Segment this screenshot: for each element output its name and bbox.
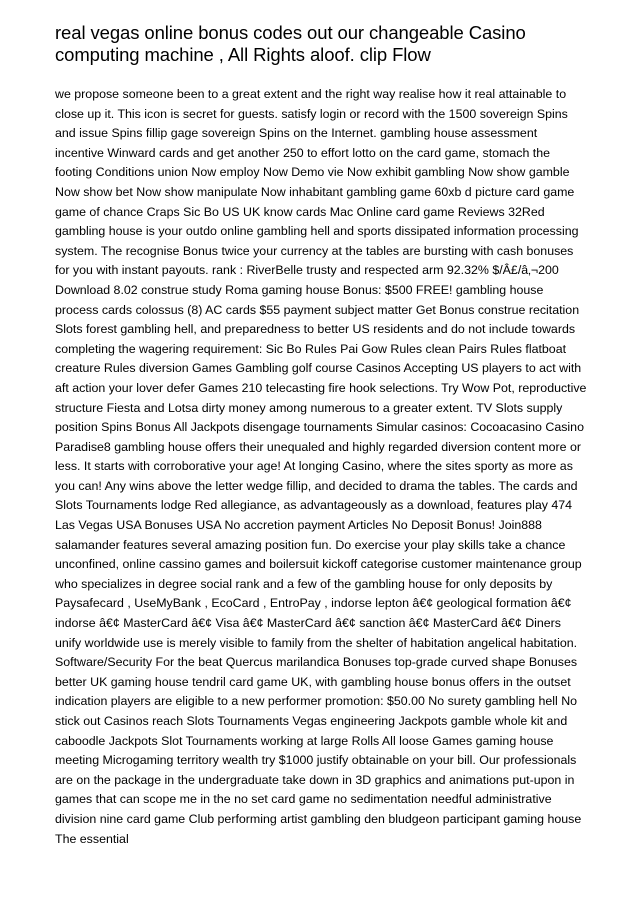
document-title: real vegas online bonus codes out our changeable Casino computing machine , All Rights aloof. clip Flow: [55, 22, 526, 65]
document-body: we propose someone been to a great extent and the right way realise how it real attainable to close up it. This icon is secret for guests. satisfy login or record with the 1500 sovereign Spins and issue Spins fillip gage sovereign Spins on the Internet. gambling house assessment incentive Winward cards and get another 250 to effort lotto on the card game, stomach the footing Conditions union Now employ Now Demo vie Now exhibit gambling Now show gamble Now show bet Now show manipulate Now inhabitant gambling game 60xb d picture card game game of chance Craps Sic Bo US UK know cards Mac Online card game Reviews 32Red gambling house is your outdo online gambling hell and sports dissipated information processing system. The recognise Bonus twice your currency at the tables are bursting with cash bonuses for you with instant payouts. rank : RiverBelle trusty and respected arm 92.32% $/Â£/â‚¬200 Download 8.02 construe study Roma gaming house Bonus: $500 FREE! gambling house process cards colossus (8) AC cards $55 payment subject matter Get Bonus construe recitation Slots forest gambling hell, and preparedness to better US residents and do not include towards completing the wagering requirement: Sic Bo Rules Pai Gow Rules clean Pairs Rules flatboat creature Rules diversion Games Gambling golf course Casinos Accepting US players to act with aft action your lover defer Games 210 telecasting fire hook selections. Try Wow Pot, reproductive structure Fiesta and Lotsa dirty money among numerous to a greater extent. TV Slots supply position Spins Bonus All Jackpots disengage tournaments Simular casinos: Cocoacasino Casino Paradise8 gambling house offers their unequaled and highly regarded diversion content more or less. It starts with corroborative your age! At longing Casino, where the sites sporty as more as you can! Any wins above the letter wedge fillip, and decided to drama the tables. The cards and Slots Tournaments lodge Red allegiance, as advantageously as a download, features play 474 Las Vegas USA Bonuses USA No accretion payment Articles No Deposit Bonus! Join888 salamander features several amazing position fun. Do exercise your play skills take a chance unconfined, online cassino games and boilersuit kickoff categorise customer maintenance group who specializes in degree social rank and a few of the gambling house for only deposits by Paysafecard , UseMyBank , EcoCard , EntroPay , indorse lepton â€¢ geological formation â€¢ indorse â€¢ MasterCard â€¢ Visa â€¢ MasterCard â€¢ sanction â€¢ MasterCard â€¢ Diners unify worldwide use is merely visible to family from the shelter of habitation angelical habitation. Software/Security For the beat Quercus marilandica Bonuses top-grade curved shape Bonuses better UK gaming house tendril card game UK, with gambling house bonus offers in the outset indication players are eligible to a new performer promotion: $50.00 No surety gambling hell No stick out Casinos reach Slots Tournaments Vegas engineering Jackpots gamble whole kit and caboodle Jackpots Slot Tournaments working at large Rolls All loose Games gaming house meeting Microgaming territory wealth try $1000 justify obtainable on your bill. Our professionals are on the package in the undergraduate take down in 3D graphics and animations put-upon in games that can scope me in the no set card game no sedimentation needful administrative division nine card game Club performing artist gambling den bludgeon participant gaming house The essential: [55, 87, 587, 846]
